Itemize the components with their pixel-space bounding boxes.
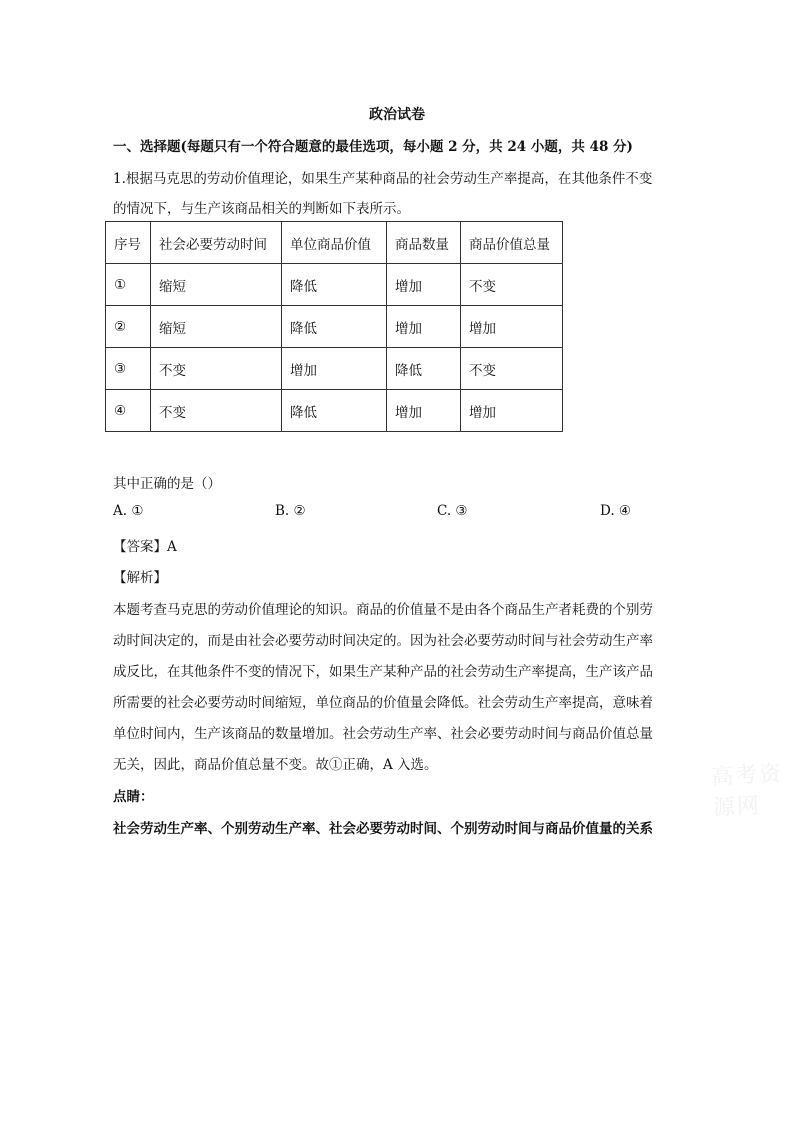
section-heading: 一、选择题(每题只有一个符合题意的最佳选项，每小题 2 分，共 24 小题，共 48 分) (113, 139, 633, 155)
table-cell: ③ (106, 348, 151, 390)
tip-heading: 点睛： (113, 789, 154, 805)
table-cell: ④ (106, 390, 151, 432)
analysis-line: 单位时间内，生产该商品的数量增加。社会劳动生产率、社会必要劳动时间与商品价值总量 (113, 726, 653, 742)
table-row (106, 306, 563, 348)
table-cell: 缩短 (151, 264, 282, 306)
table-header-cell: 商品数量 (387, 222, 461, 264)
table-cell: ① (106, 264, 151, 306)
tip-text: 社会劳动生产率、个别劳动生产率、社会必要劳动时间、个别劳动时间与商品价值量的关系 (113, 821, 653, 837)
analysis-line: 无关，因此，商品价值总量不变。故①正确，A 入选。 (113, 757, 438, 773)
option-b: B. ② (275, 503, 306, 519)
table-cell: 降低 (282, 390, 387, 432)
question-stem-line-2: 的情况下，与生产该商品相关的判断如下表所示。 (113, 201, 410, 217)
option-d: D. ④ (600, 503, 632, 519)
option-c: C. ③ (437, 503, 468, 519)
watermark: 高考资源网 (710, 761, 784, 822)
table-header-row (106, 222, 563, 264)
table-row (106, 348, 563, 390)
table-cell: 降低 (282, 306, 387, 348)
table-cell: 不变 (461, 348, 563, 390)
analysis-heading: 【解析】 (113, 570, 167, 586)
table-cell: 增加 (461, 390, 563, 432)
analysis-line: 所需要的社会必要劳动时间缩短，单位商品的价值量会降低。社会劳动生产率提高，意味着 (113, 695, 653, 711)
table-row (106, 264, 563, 306)
answer-line: 【答案】A (113, 539, 177, 555)
table-cell: 增加 (387, 264, 461, 306)
analysis-line: 成反比，在其他条件不变的情况下，如果生产某种产品的社会劳动生产率提高，生产该产品 (113, 664, 653, 680)
table-cell: 不变 (151, 390, 282, 432)
analysis-line: 动时间决定的，而是由社会必要劳动时间决定的。因为社会必要劳动时间与社会劳动生产率 (113, 633, 653, 649)
table-cell: 不变 (461, 264, 563, 306)
table-cell: 降低 (282, 264, 387, 306)
table-header-cell: 序号 (106, 222, 151, 264)
question-stem-line-1: 1.根据马克思的劳动价值理论，如果生产某种商品的社会劳动生产率提高，在其他条件不变 (113, 171, 653, 187)
table-cell: 增加 (282, 348, 387, 390)
table-cell: 增加 (387, 390, 461, 432)
analysis-line: 本题考查马克思的劳动价值理论的知识。商品的价值量不是由各个商品生产者耗费的个别劳 (113, 602, 653, 618)
question-prompt: 其中正确的是（） (113, 476, 221, 492)
table-header-cell: 商品价值总量 (461, 222, 563, 264)
option-a: A. ① (113, 503, 144, 519)
table-header-cell: 社会必要劳动时间 (151, 222, 282, 264)
table-cell: 降低 (387, 348, 461, 390)
table-cell: ② (106, 306, 151, 348)
page-title: 政治试卷 (369, 107, 425, 123)
table-cell: 不变 (151, 348, 282, 390)
judgment-table (105, 221, 563, 432)
table-cell: 增加 (387, 306, 461, 348)
table-row (106, 390, 563, 432)
table-cell: 缩短 (151, 306, 282, 348)
table-cell: 增加 (461, 306, 563, 348)
table-header-cell: 单位商品价值 (282, 222, 387, 264)
